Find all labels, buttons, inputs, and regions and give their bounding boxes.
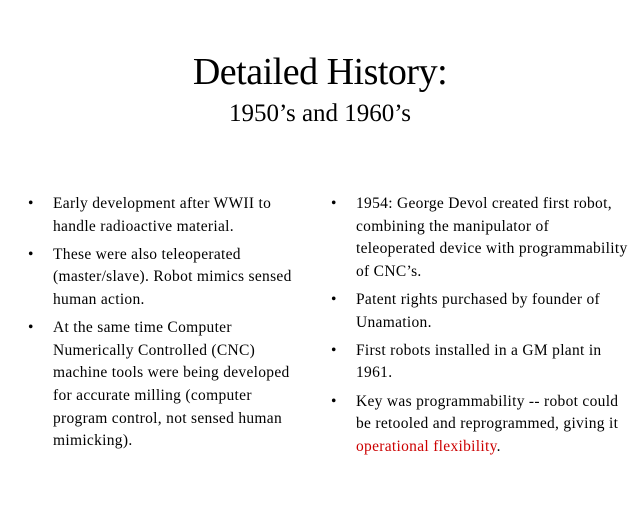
bullet-icon: •	[331, 392, 337, 410]
list-item	[331, 289, 631, 334]
list-item	[28, 193, 310, 238]
left-bullet-list	[28, 193, 310, 458]
list-item-text	[356, 393, 618, 455]
list-item	[331, 391, 631, 459]
list-item	[331, 193, 631, 283]
list-item-text-end: .	[496, 437, 501, 455]
bullet-icon: •	[28, 319, 34, 337]
list-item-text-start: Key was programmability -- robot could be retooled and reprogrammed, giving it	[356, 392, 619, 433]
slide-subtitle: 1950’s and 1960’s	[229, 100, 411, 127]
list-item-text: 1954: George Devol created first robot, combining the manipulator of teleoperated device with programmability of CNC’s.	[356, 195, 628, 280]
right-bullet-list	[331, 193, 631, 464]
list-item-text: These were also teleoperated (master/slave). Robot mimics sensed human action.	[53, 245, 292, 308]
list-item-text: Early development after WWII to handle radioactive material.	[53, 195, 272, 235]
list-item	[28, 317, 310, 453]
list-item-text: First robots installed in a GM plant in 1961.	[356, 341, 602, 382]
highlighted-phrase: operational flexibility	[356, 437, 497, 455]
bullet-icon: •	[331, 195, 337, 212]
bullet-icon: •	[331, 341, 337, 359]
list-item	[331, 340, 631, 385]
slide-title: Detailed History:	[192, 51, 448, 93]
bullet-icon: •	[28, 195, 34, 212]
list-item-text: Patent rights purchased by founder of Unamation.	[356, 290, 600, 331]
bullet-icon: •	[28, 245, 34, 263]
bullet-icon: •	[331, 290, 337, 308]
list-item-text: At the same time Computer Numerically Controlled (CNC) machine tools were being developed for accurate milling (computer program control, not sensed human mimicking).	[53, 319, 290, 450]
list-item	[28, 244, 310, 312]
